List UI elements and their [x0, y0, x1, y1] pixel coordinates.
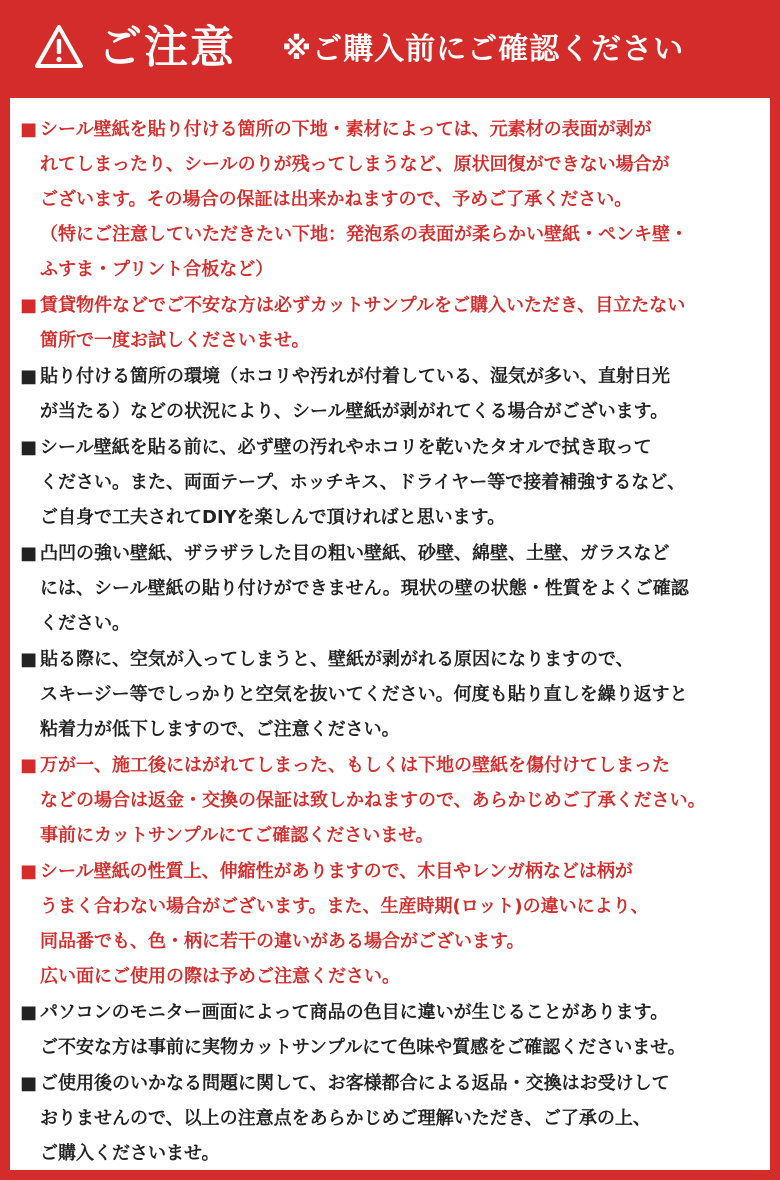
note-line: ご不安な方は事前に実物カットサンプルにて色味や質感をご確認くださいませ。 — [40, 1037, 686, 1058]
note-line: ご購入くださいませ。 — [40, 1143, 220, 1164]
note-item — [20, 995, 770, 1065]
bullet-square-icon: ■ — [20, 1073, 38, 1094]
note-item — [20, 430, 770, 535]
note-line: 貼り付ける箇所の環境（ホコリや汚れが付着している、湿気が多い、直射日光 — [40, 366, 670, 387]
note-line: おりませんので、以上の注意点をあらかじめご理解いただき、ご了承の上、 — [40, 1108, 651, 1129]
note-line: シール壁紙を貼る前に、必ず壁の汚れやホコリを乾いたタオルで拭き取って — [40, 437, 652, 458]
notes-list — [10, 98, 770, 1171]
note-line: ふすま・プリント合板など） — [40, 259, 274, 280]
note-item — [20, 1066, 770, 1171]
note-line: ください。 — [40, 613, 130, 634]
notes-panel — [10, 98, 770, 1170]
note-item — [20, 854, 770, 994]
bullet-square-icon: ■ — [20, 119, 38, 140]
note-line: には、シール壁紙の貼り付けができません。現状の壁の状態・性質をよくご確認 — [40, 578, 689, 599]
note-line: 賃貸物件などでご不安な方は必ずカットサンプルをご購入いただき、目立たない — [40, 295, 686, 316]
bullet-square-icon: ■ — [20, 649, 38, 670]
note-line: シール壁紙の性質上、伸縮性がありますので、木目やレンガ柄などは柄が — [40, 861, 633, 882]
note-item — [20, 112, 770, 287]
bullet-square-icon: ■ — [20, 543, 38, 564]
note-line: 凸凹の強い壁紙、ザラザラした目の粗い壁紙、砂壁、綿壁、土壁、ガラスなど — [40, 543, 670, 564]
note-line: うまく合わない場合がございます。また、生産時期(ロット)の違いにより、 — [40, 896, 649, 917]
note-line: ください。また、両面テープ、ホッチキス、ドライヤー等で接着補強するなど、 — [40, 472, 686, 493]
note-line: ございます。その場合の保証は出来かねますので、予めご了承ください。 — [40, 189, 633, 210]
note-line: パソコンのモニター画面によって商品の色目に違いが生じることがあります。 — [40, 1002, 669, 1023]
note-line: などの場合は返金・交換の保証は致しかねますので、あらかじめご了承ください。 — [40, 790, 706, 811]
note-line: 広い面にご使用の際は予めご注意ください。 — [40, 966, 400, 987]
note-item — [20, 288, 770, 358]
note-item — [20, 748, 770, 853]
note-line: れてしまったり、シールのりが残ってしまうなど、原状回復ができない場合が — [40, 154, 670, 175]
notice-title: ご注意 — [98, 22, 236, 73]
note-line: 箇所で一度お試しくださいませ。 — [40, 330, 310, 351]
bullet-square-icon: ■ — [20, 755, 38, 776]
note-line: ご使用後のいかなる問題に関して、お客様都合による返品・交換はお受けして — [40, 1073, 670, 1094]
note-line: スキージー等でしっかりと空気を抜いてください。何度も貼り直しを繰り返すと — [40, 684, 688, 705]
bullet-square-icon: ■ — [20, 861, 38, 882]
note-line: シール壁紙を貼り付ける箇所の下地・素材によっては、元素材の表面が剥が — [40, 119, 652, 140]
note-item — [20, 642, 770, 747]
note-line: が当たる）などの状況により、シール壁紙が剥がれてくる場合がございます。 — [40, 401, 669, 422]
note-line: 貼る際に、空気が入ってしまうと、壁紙が剥がれる原因になりますので、 — [40, 649, 634, 670]
note-line: （特にご注意していただきたい下地：発泡系の表面が柔らかい壁紙・ペンキ壁・ — [40, 224, 688, 245]
note-line: 粘着力が低下しますので、ご注意ください。 — [40, 719, 400, 740]
note-line: 事前にカットサンプルにてご確認くださいませ。 — [40, 825, 434, 846]
bullet-square-icon: ■ — [20, 1002, 38, 1023]
bullet-square-icon: ■ — [20, 437, 38, 458]
note-line: 万が一、施工後にはがれてしまった、もしくは下地の壁紙を傷付けてしまった — [40, 755, 670, 776]
note-item — [20, 536, 770, 641]
bullet-square-icon: ■ — [20, 366, 38, 387]
notice-header — [0, 0, 780, 98]
notice-subtitle: ※ご購入前にご確認ください — [282, 32, 685, 67]
warning-icon — [34, 24, 84, 70]
bullet-square-icon: ■ — [20, 295, 38, 316]
note-line: ご自身で工夫されてDIYを楽しんで頂ければと思います。 — [40, 507, 506, 528]
note-item — [20, 359, 770, 429]
note-line: 同品番でも、色・柄に若干の違いがある場合がございます。 — [40, 931, 525, 952]
